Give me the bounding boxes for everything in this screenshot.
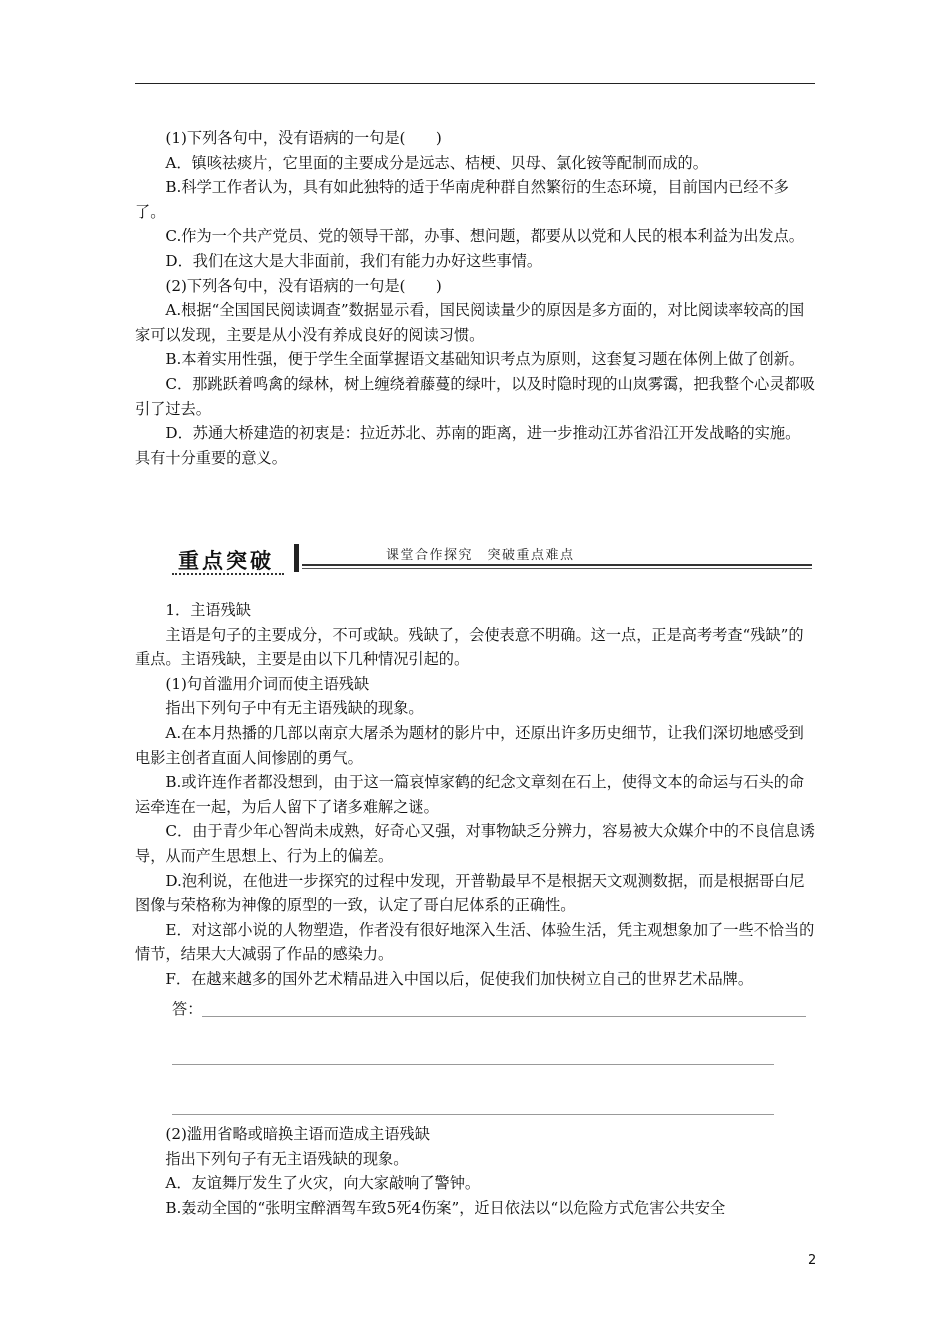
banner-title: 重点突破 bbox=[178, 549, 274, 573]
question-block-1 bbox=[135, 126, 815, 470]
option-1a: A．镇咳祛痰片，它里面的主要成分是远志、桔梗、贝母、氯化铵等配制而成的。 bbox=[165, 153, 708, 172]
question-stem-2: (2)下列各句中，没有语病的一句是( ) bbox=[165, 276, 442, 295]
section-banner bbox=[172, 542, 812, 576]
option-2b: B.本着实用性强，便于学生全面掌握语文基础知识考点为原则，这套复习题在体例上做了创新。 bbox=[165, 350, 805, 369]
option-1b: B.科学工作者认为，具有如此独特的适于华南虎种群自然繁衍的生态环境，目前国内已经不多了。 bbox=[135, 178, 789, 221]
option-2a: A.根据“全国国民阅读调查”数据显示看，国民阅读量少的原因是多方面的，对比阅读率较高的国家可以发现，主要是从小没有养成良好的阅读习惯。 bbox=[135, 301, 805, 344]
exercise-item-f: F．在越来越多的国外艺术精品进入中国以后，促使我们加快树立自己的世界艺术品牌。 bbox=[165, 969, 754, 988]
exercise-instruction-1: 指出下列句子中有无主语残缺的现象。 bbox=[165, 699, 424, 718]
exercise-item-c: C．由于青少年心智尚未成熟，好奇心又强，对事物缺乏分辨力，容易被大众媒介中的不良信息诱导，从而产生思想上、行为上的偏差。 bbox=[135, 822, 815, 865]
exercise-item-e: E．对这部小说的人物塑造，作者没有很好地深入生活、体验生活，凭主观想象加了一些不恰当的情节，结果大大减弱了作品的感染力。 bbox=[135, 920, 815, 964]
lesson-intro: 主语是句子的主要成分，不可或缺。残缺了，会使表意不明确。这一点，正是高考考查“残缺”的重点。主语残缺，主要是由以下几种情况引起的。 bbox=[135, 625, 804, 669]
exercise-instruction-2: 指出下列句子有无主语残缺的现象。 bbox=[165, 1149, 409, 1168]
option-1d: D．我们在这大是大非面前，我们有能力办好这些事情。 bbox=[165, 251, 543, 270]
exercise-item-b: B.或许连作者都没想到，由于这一篇哀悼家鹤的纪念文章刻在石上，使得文本的命运与石头的命运牵连在一起，为后人留下了诸多难解之谜。 bbox=[135, 773, 805, 816]
answer-label: 答： bbox=[172, 1000, 203, 1018]
lesson-block-1 bbox=[135, 598, 815, 992]
answer-line-3[interactable] bbox=[172, 1114, 774, 1115]
subsection-heading-2: (2)滥用省略或暗换主语而造成主语残缺 bbox=[165, 1125, 430, 1143]
header-rule bbox=[135, 83, 815, 84]
exercise-item-a: A.在本月热播的几部以南京大屠杀为题材的影片中，还原出许多历史细节，让我们深切地感受到电影主创者直面人间惨剧的勇气。 bbox=[135, 723, 804, 767]
answer-line-1[interactable] bbox=[202, 1016, 806, 1017]
lesson-heading: 1．主语残缺 bbox=[165, 601, 251, 619]
exercise2-item-a: A．友谊舞厅发生了火灾，向大家敲响了警钟。 bbox=[165, 1174, 481, 1193]
page-number: 2 bbox=[808, 1253, 817, 1268]
banner-title-underline bbox=[172, 573, 284, 575]
answer-line-2[interactable] bbox=[172, 1064, 774, 1065]
banner-subtitle: 课堂合作探究 突破重点难点 bbox=[386, 548, 575, 563]
option-1c: C.作为一个共产党员、党的领导干部，办事、想问题，都要从以党和人民的根本利益为出发点。 bbox=[165, 227, 804, 246]
option-2d: D．苏通大桥建造的初衷是：拉近苏北、苏南的距离，进一步推动江苏省沿江开发战略的实施。具有十分重要的意义。 bbox=[135, 424, 801, 467]
subsection-heading-1: (1)句首滥用介词而使主语残缺 bbox=[165, 674, 370, 693]
lesson-block-2 bbox=[135, 1122, 815, 1220]
answer-area bbox=[172, 998, 812, 1022]
exercise2-item-b: B.轰动全国的“张明宝醉酒驾车致5死4伤案”，近日依法以“以危险方式危害公共安全 bbox=[165, 1198, 726, 1217]
banner-rule-thin bbox=[302, 568, 812, 569]
exercise-item-d: D.泡利说，在他进一步探究的过程中发现，开普勒最早不是根据天文观测数据，而是根据哥白尼图像与荣格称为神像的原型的一致，认定了哥白尼体系的正确性。 bbox=[135, 871, 805, 915]
banner-divider-bar bbox=[294, 544, 299, 572]
question-stem-1: (1)下列各句中，没有语病的一句是( ) bbox=[165, 129, 442, 147]
option-2c: C．那跳跃着鸣禽的绿林，树上缠绕着藤蔓的绿叶，以及时隐时现的山岚雾霭，把我整个心灵都吸引了过去。 bbox=[135, 374, 815, 418]
banner-rule bbox=[302, 564, 812, 566]
